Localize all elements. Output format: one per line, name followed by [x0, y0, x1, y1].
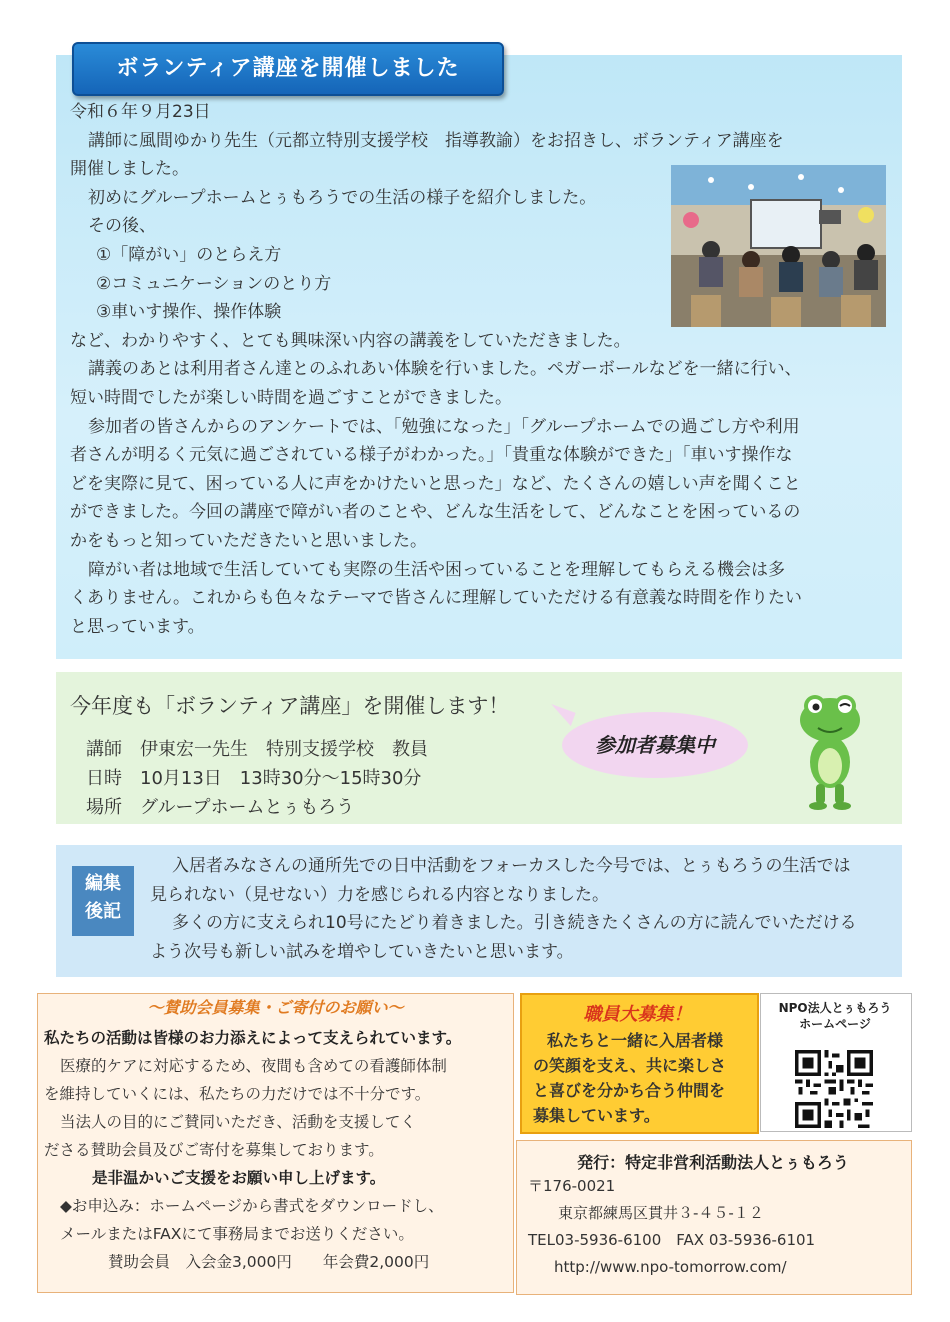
qr-caption: [760, 1000, 910, 1032]
article-line: 短い時間でしたが楽しい時間を過ごすことができました。: [70, 387, 512, 408]
article-line: 開催しました。: [70, 159, 189, 180]
editor-line: 入居者みなさんの通所先での日中活動をフォーカスした今号では、とぅもろうの生活では: [172, 856, 851, 876]
publisher-phone-fax: TEL03-5936-6100 FAX 03-5936-6101: [528, 1231, 816, 1249]
support-line: を維持していくには、私たちの力だけでは不十分です。: [44, 1085, 431, 1103]
announcement-details: [86, 735, 428, 822]
qr-code-icon[interactable]: [795, 1050, 873, 1128]
article-line: と思っています。: [70, 616, 205, 637]
recruit-line: 募集しています。: [533, 1106, 660, 1125]
announcement-title: 今年度も「ボランティア講座」を開催します！: [70, 694, 510, 718]
support-line: 医療的ケアに対応するため、夜間も含めての看護師体制: [60, 1057, 447, 1075]
recruit-body: [533, 1028, 748, 1128]
article-line: その後、: [88, 216, 156, 237]
article-line: 障がい者は地域で生活していても実際の生活や困っていることを理解してもらえる機会は多: [88, 559, 785, 580]
publisher-address: 東京都練馬区貫井３-４５-１２: [558, 1204, 764, 1222]
frog-mascot-icon: [790, 690, 870, 810]
support-line: 当法人の目的にご賛同いただき、活動を支援してく: [60, 1113, 416, 1131]
support-fee-line: 賛助会員 入会金3,000円 年会費2,000円: [108, 1253, 430, 1271]
editor-line: 多くの方に支えられ10号にたどり着きました。引き続きたくさんの方に読んでいただける: [172, 913, 857, 933]
article-line: かをもっと知っていただきたいと思いました。: [70, 530, 427, 551]
editor-line: よう次号も新しい試みを増やしていきたいと思います。: [150, 941, 574, 962]
recruiting-participants-label: 参加者募集中: [595, 733, 715, 757]
announcement-place: 場所 グループホームとぅもろう: [86, 797, 355, 818]
qr-caption-line: NPO法人とぅもろう: [778, 1001, 892, 1015]
editor-note-body: [150, 852, 890, 966]
article-line: 者さんが明るく元気に過ごされている様子がわかった。」「貴重な体験ができた」「車いす操作な: [70, 445, 793, 466]
editor-label-line: 編集: [85, 873, 121, 894]
announcement-datetime: 日時 10月13日 13時30分～15時30分: [86, 768, 422, 789]
article-line: ができました。今回の講座で障がい者のことや、どんな生活をして、どんなことを困っているの: [70, 502, 801, 523]
support-line: メールまたはFAXにて事務局までお送りください。: [60, 1225, 414, 1243]
article-date: 令和６年９月23日: [70, 102, 211, 122]
recruit-line: 私たちと一緒に入居者様: [547, 1031, 724, 1050]
support-body: [44, 1024, 512, 1276]
article-line: 講義のあとは利用者さん達とのふれあい体験を行いました。ペガーボールなどを一緒に行い、: [88, 359, 802, 380]
article-line: どを実際に見て、困っている人に声をかけたいと思った」など、たくさんの嬉しい声を聞くこと: [70, 473, 801, 494]
editor-label-line: 後記: [85, 901, 121, 922]
editor-line: 見られない（見せない）力を感じられる内容となりました。: [150, 884, 609, 905]
support-line: 私たちの活動は皆様のお力添えによって支えられています。: [44, 1029, 462, 1047]
publisher-postal: 〒176-0021: [528, 1177, 616, 1195]
lecture-photo: [671, 165, 886, 327]
announcement-lecturer: 講師 伊東宏一先生 特別支援学校 教員: [86, 739, 428, 760]
article-title: ボランティア講座を開催しました: [72, 42, 504, 96]
article-list-item: ③車いす操作、操作体験: [96, 302, 282, 323]
article-line: 初めにグループホームとぅもろうでの生活の様子を紹介しました。: [88, 187, 597, 208]
article-list-item: ①「障がい」のとらえ方: [96, 244, 282, 265]
article-line: 参加者の皆さんからのアンケートでは、「勉強になった」「グループホームでの過ごし方や利用: [88, 416, 800, 437]
qr-caption-line: ホームページ: [799, 1017, 871, 1031]
article-list-item: ②コミュニケーションのとり方: [96, 273, 332, 294]
support-line: ださる賛助会員及びご寄付を募集しております。: [44, 1141, 384, 1159]
recruit-line: の笑顔を支え、共に楽しさ: [533, 1056, 726, 1075]
publisher-title: 発行：特定非営利活動法人とぅもろう: [577, 1153, 849, 1172]
support-line: ◆お申込み：ホームページから書式をダウンロードし、: [60, 1197, 444, 1215]
recruit-title: 職員大募集！: [583, 1004, 692, 1025]
article-line: 講師に風間ゆかり先生（元都立特別支援学校 指導教諭）をお招きし、ボランティア講座を: [88, 130, 784, 151]
recruit-line: と喜びを分かち合う仲間を: [533, 1081, 726, 1100]
support-line: 是非温かいご支援をお願い申し上げます。: [92, 1169, 386, 1187]
support-title: ～賛助会員募集・ご寄付のお願い～: [147, 998, 404, 1017]
publisher-url-link[interactable]: http://www.npo-tomorrow.com/: [554, 1258, 787, 1276]
article-line: くありません。これからも色々なテーマで皆さんに理解していただける有意義な時間を作りたい: [70, 588, 803, 609]
editor-note-label: [72, 866, 134, 936]
publisher-body: [528, 1173, 906, 1281]
article-line: など、わかりやすく、とても興味深い内容の講義をしていただきました。: [70, 330, 631, 351]
